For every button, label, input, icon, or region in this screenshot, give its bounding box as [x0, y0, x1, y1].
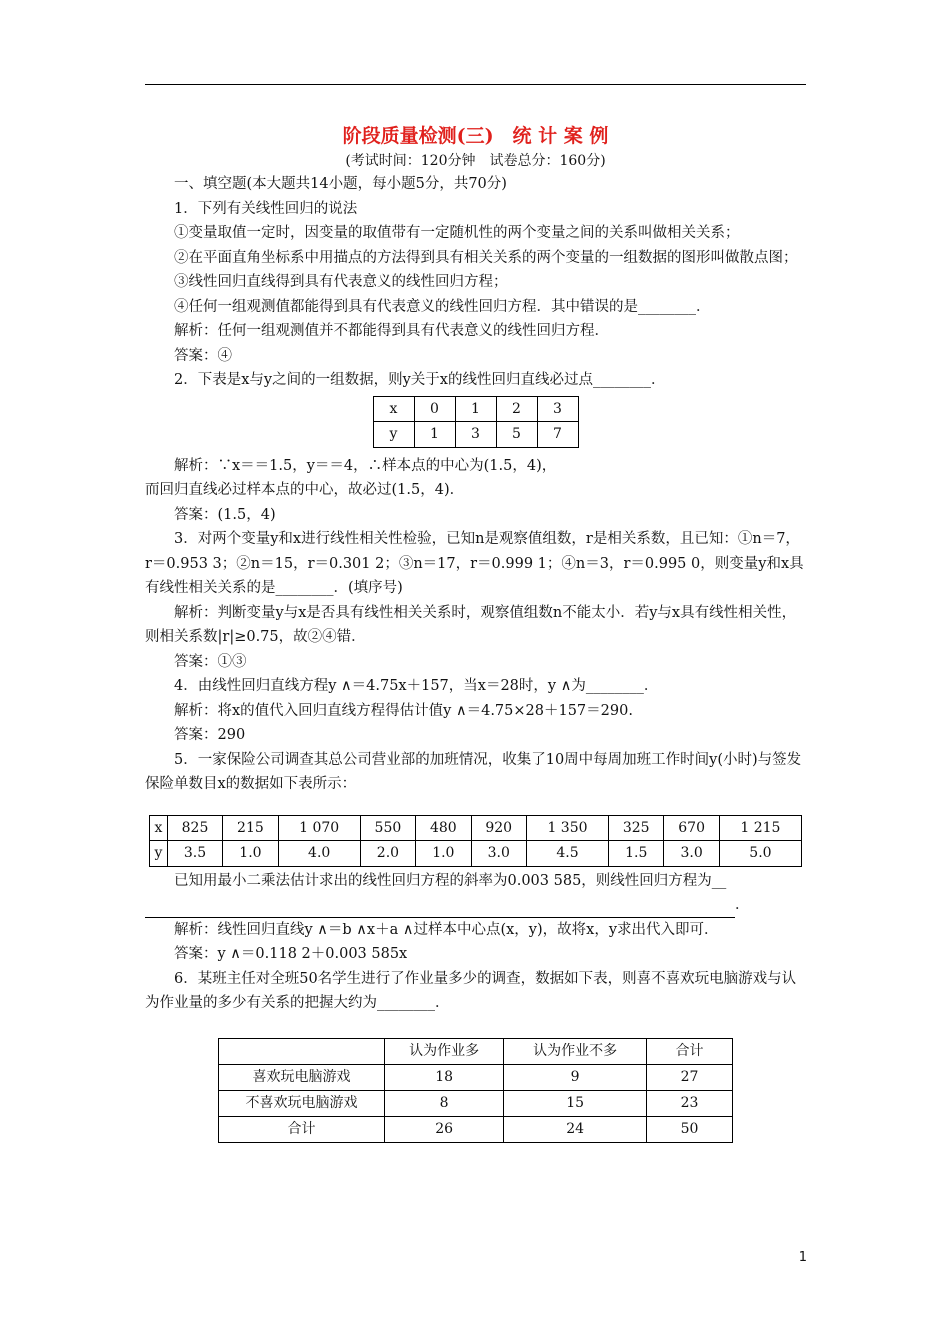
table-cell: 1.0	[223, 841, 278, 867]
table-cell: 825	[167, 815, 222, 841]
table-cell: 合计	[219, 1116, 385, 1142]
table-cell: 920	[471, 815, 526, 841]
table-cell: 8	[385, 1090, 504, 1116]
table-cell: 5	[496, 422, 537, 448]
table-cell: 480	[416, 815, 471, 841]
table-row	[219, 1116, 733, 1142]
table-cell: x	[373, 396, 414, 422]
q3-analysis: 解析：判断变量y与x是否具有线性相关关系时，观察值组数n不能太小．若y与x具有线性相关性，则相关系数|r|≥0.75，故②④错．	[145, 604, 797, 645]
table-cell: 4.0	[278, 841, 360, 867]
table-cell: 0	[414, 396, 455, 422]
table-cell: y	[373, 422, 414, 448]
q4-answer: 答案：290	[174, 727, 246, 743]
table-cell: 3.0	[664, 841, 719, 867]
table-row	[150, 815, 802, 841]
table-row	[373, 422, 578, 448]
q3-answer: 答案：①③	[174, 653, 247, 670]
table-row	[219, 1064, 733, 1090]
table-cell: 18	[385, 1064, 504, 1090]
q4-stem: 4．由线性回归直线方程y ∧＝4.75x＋157，当x＝28时，y ∧为________．	[174, 678, 659, 694]
table-cell: 4.5	[526, 841, 608, 867]
table-cell: 2	[496, 396, 537, 422]
section-heading: 一、填空题(本大题共14小题，每小题5分，共70分)	[174, 176, 507, 192]
table-cell: 喜欢玩电脑游戏	[219, 1064, 385, 1090]
q1-option-4: ④任何一组观测值都能得到具有代表意义的线性回归方程．其中错误的是________．	[174, 298, 711, 315]
table-cell: 5.0	[719, 841, 801, 867]
table-row	[219, 1090, 733, 1116]
table-cell: 1 215	[719, 815, 801, 841]
table-cell: 24	[504, 1116, 647, 1142]
q1-analysis: 解析：任何一组观测值并不都能得到具有代表意义的线性回归方程．	[174, 323, 609, 339]
q5-table	[149, 815, 802, 867]
table-cell: 15	[504, 1090, 647, 1116]
table-cell: 认为作业不多	[504, 1038, 647, 1064]
table-cell: 3	[455, 422, 496, 448]
table-cell: 9	[504, 1064, 647, 1090]
table-row	[219, 1038, 733, 1064]
q1-option-2: ②在平面直角坐标系中用描点的方法得到具有相关关系的两个变量的一组数据的图形叫做散点图；	[174, 249, 798, 266]
table-cell: 合计	[647, 1038, 733, 1064]
table-cell: 1 350	[526, 815, 608, 841]
q5-after-table: 已知用最小二乘法估计求出的线性回归方程的斜率为0.003 585，则线性回归方程为__	[174, 872, 727, 889]
table-cell: 1 070	[278, 815, 360, 841]
page-title: 阶段质量检测(三) 统 计 案 例	[342, 125, 609, 147]
table-cell: 1	[414, 422, 455, 448]
table-row	[373, 396, 578, 422]
table-cell: 7	[537, 422, 578, 448]
table-cell: 2.0	[360, 841, 415, 867]
document-body	[145, 122, 806, 1143]
table-cell: 325	[609, 815, 664, 841]
table-cell: 1	[455, 396, 496, 422]
table-row	[150, 841, 802, 867]
table-cell: 1.0	[416, 841, 471, 867]
table-cell	[219, 1038, 385, 1064]
table-cell: 不喜欢玩电脑游戏	[219, 1090, 385, 1116]
q5-answer: 答案：y ∧＝0.118 2＋0.003 585x	[174, 946, 408, 962]
table-cell: 1.5	[609, 841, 664, 867]
table-cell: 27	[647, 1064, 733, 1090]
answer-blank	[145, 897, 735, 918]
table-cell: 26	[385, 1116, 504, 1142]
q5-blank-end: ．	[735, 897, 750, 913]
table-cell: 550	[360, 815, 415, 841]
q1-stem: 1．下列有关线性回归的说法	[174, 200, 358, 217]
q2-analysis-1: 解析：∵x＝＝1.5，y＝＝4，∴样本点的中心为(1.5，4)，	[174, 457, 557, 474]
q2-analysis-2: 而回归直线必过样本点的中心，故必过(1.5，4)．	[145, 482, 465, 498]
header-rule	[145, 84, 806, 85]
table-cell: 50	[647, 1116, 733, 1142]
table-cell: 23	[647, 1090, 733, 1116]
q1-option-1: ①变量取值一定时，因变量的取值带有一定随机性的两个变量之间的关系叫做相关关系；	[174, 225, 740, 241]
q2-table	[373, 396, 579, 448]
table-cell: 认为作业多	[385, 1038, 504, 1064]
exam-info: (考试时间：120分钟 试卷总分：160分)	[345, 153, 606, 169]
table-cell: 215	[223, 815, 278, 841]
q1-option-3: ③线性回归直线得到具有代表意义的线性回归方程；	[174, 274, 508, 290]
q6-table	[218, 1038, 733, 1143]
q5-analysis: 解析：线性回归直线y ∧＝b ∧x＋a ∧过样本中心点(x，y)，故将x，y求出代入即可．	[174, 921, 719, 938]
q4-analysis: 解析：将x的值代入回归直线方程得估计值y ∧＝4.75×28＋157＝290.	[174, 702, 633, 719]
q2-stem: 2．下表是x与y之间的一组数据，则y关于x的线性回归直线必过点________．	[174, 372, 666, 388]
q3-stem: 3．对两个变量y和x进行线性相关性检验，已知n是观察值组数，r是相关系数，且已知：①n＝7，r＝0.953 3；②n＝15，r＝0.301 2；③n＝17，r＝0.999 1；④n＝3，r＝0.995 0，则变量y和x具有线性相关关系的是________．(填序号)	[145, 531, 804, 596]
table-cell: y	[150, 841, 168, 867]
table-cell: 3.5	[167, 841, 222, 867]
table-cell: 670	[664, 815, 719, 841]
q5-stem: 5．一家保险公司调查其总公司营业部的加班情况，收集了10周中每周加班工作时间y(小时)与签发保险单数目x的数据如下表所示：	[145, 751, 802, 792]
page-number: 1	[798, 1250, 807, 1265]
q2-answer: 答案：(1.5，4)	[174, 506, 276, 523]
table-cell: 3.0	[471, 841, 526, 867]
q5-blank-row	[145, 893, 806, 918]
table-cell: x	[150, 815, 168, 841]
q1-answer: 答案：④	[174, 347, 232, 364]
table-cell: 3	[537, 396, 578, 422]
q6-stem: 6．某班主任对全班50名学生进行了作业量多少的调查，数据如下表，则喜不喜欢玩电脑游戏与认为作业量的多少有关系的把握大约为________．	[145, 970, 797, 1011]
